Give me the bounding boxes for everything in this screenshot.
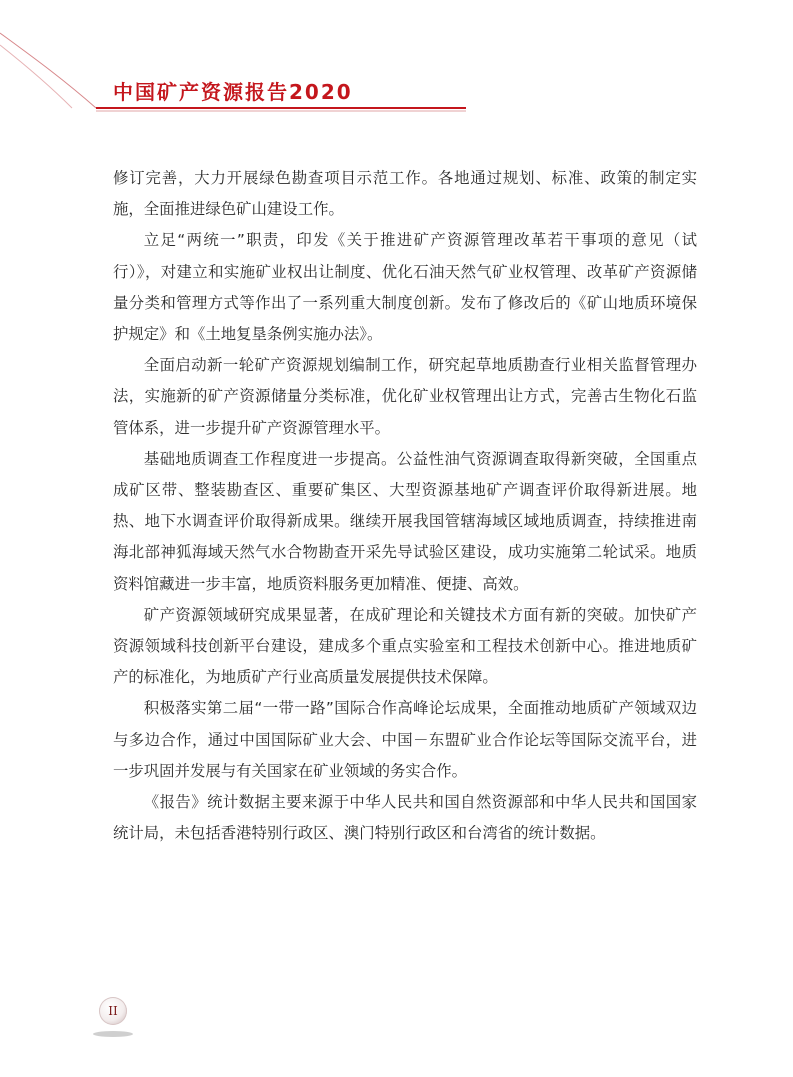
- paragraph: 立足“两统一”职责，印发《关于推进矿产资源管理改革若干事项的意见（试行）》，对建立和实施矿业权出让制度、优化石油天然气矿业权管理、改革矿产资源储量分类和管理方式等作出了一系列重大制度创新。发布了修改后的《矿山地质环境保护规定》和《土地复垦条例实施办法》。: [113, 231, 697, 344]
- paragraph: 矿产资源领域研究成果显著，在成矿理论和关键技术方面有新的突破。加快矿产资源领域科技创新平台建设，建成多个重点实验室和工程技术创新中心。推进地质矿产的标准化，为地质矿产行业高质量发展提供技术保障。: [113, 605, 697, 687]
- corner-curve-line: [0, 45, 72, 108]
- paragraph: 基础地质调查工作程度进一步提高。公益性油气资源调查取得新突破，全国重点成矿区带、整装勘查区、重要矿集区、大型资源基地矿产调查评价取得新进展。地热、地下水调查评价取得新成果。继续开展我国管辖海域区域地质调查，持续推进南海北部神狐海域天然气水合物勘查开采先导试验区建设，成功实施第二轮试采。地质资料馆藏进一步丰富，地质资料服务更加精准、便捷、高效。: [113, 449, 697, 593]
- paragraph: 积极落实第二届“一带一路”国际合作高峰论坛成果，全面推动地质矿产领域双边与多边合作，通过中国国际矿业大会、中国－东盟矿业合作论坛等国际交流平台，进一步巩固并发展与有关国家在矿业领域的务实合作。: [113, 699, 697, 780]
- corner-curve-line: [0, 33, 96, 108]
- body-text: [113, 163, 697, 849]
- paragraph: 《报告》统计数据主要来源于中华人民共和国自然资源部和中华人民共和国国家统计局，未包括香港特别行政区、澳门特别行政区和台湾省的统计数据。: [113, 793, 697, 843]
- page-number-badge: II: [99, 997, 127, 1025]
- page-header-title: 中国矿产资源报告2020: [113, 80, 353, 104]
- paragraph: 全面启动新一轮矿产资源规划编制工作，研究起草地质勘查行业相关监督管理办法，实施新的矿产资源储量分类标准，优化矿业权管理出让方式，完善古生物化石监管体系，进一步提升矿产资源管理水平。: [113, 356, 697, 437]
- paragraph: 修订完善，大力开展绿色勘查项目示范工作。各地通过规划、标准、政策的制定实施，全面推进绿色矿山建设工作。: [113, 169, 697, 219]
- page-number-shadow: [93, 1031, 133, 1037]
